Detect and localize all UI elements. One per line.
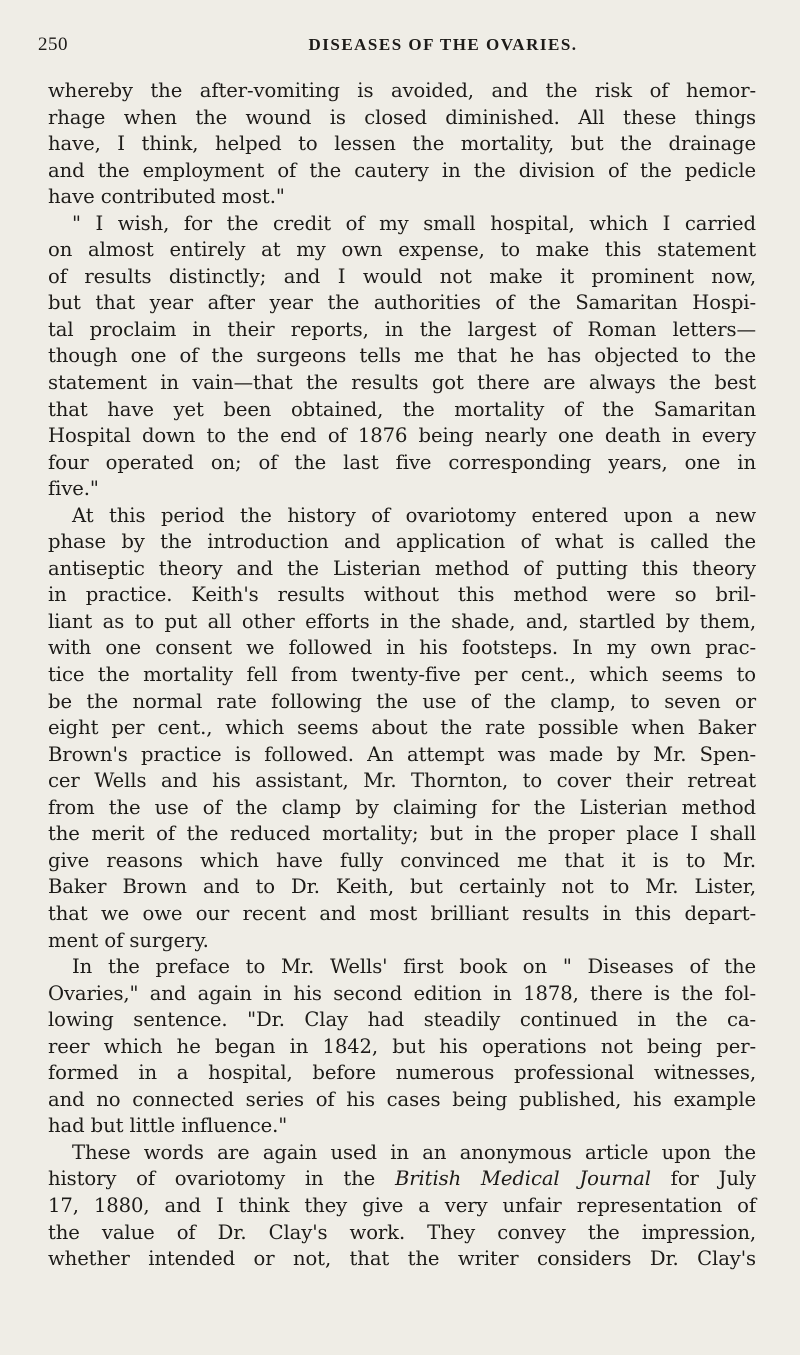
text-line: reer which he began in 1842, but his operations not being per- (48, 1034, 756, 1058)
text-line: four operated on; of the last five corresponding years, one in (48, 450, 756, 474)
text-line: though one of the surgeons tells me that he has objected to the (48, 344, 756, 368)
text-line: ment of surgery. (48, 928, 209, 952)
body-text (48, 78, 756, 1273)
text-line: In the preface to Mr. Wells' first book on " Diseases of the (72, 955, 756, 979)
text-line: Ovaries," and again in his second edition in 1878, there is the fol- (48, 981, 756, 1005)
text-line: that have yet been obtained, the mortality of the Samaritan (48, 397, 756, 421)
text-line: give reasons which have fully convinced me that it is to Mr. (48, 848, 756, 872)
text-line: of results distinctly; and I would not make it prominent now, (48, 264, 756, 288)
text-line: on almost entirely at my own expense, to make this statement (48, 238, 756, 262)
text-line: cer Wells and his assistant, Mr. Thornton, to cover their retreat (48, 769, 756, 793)
journal-title: British Medical Journal (394, 1167, 651, 1191)
text-line: in practice. Keith's results without this method were so bril- (48, 583, 756, 607)
page-number: 250 (38, 34, 68, 55)
text-line: " I wish, for the credit of my small hospital, which I carried (72, 211, 756, 235)
text-line: the value of Dr. Clay's work. They convey the impression, (48, 1220, 756, 1244)
text-line: antiseptic theory and the Listerian method of putting this theory (48, 556, 756, 580)
text-line: tal proclaim in their reports, in the largest of Roman letters— (48, 317, 756, 341)
running-head: DISEASES OF THE OVARIES. (308, 35, 578, 54)
text-line: five." (48, 477, 99, 501)
text-line: lowing sentence. "Dr. Clay had steadily continued in the ca- (48, 1008, 756, 1032)
text-line: and the employment of the cautery in the division of the pedicle (48, 158, 756, 182)
page-header (38, 28, 758, 58)
text-line: have, I think, helped to lessen the mortality, but the drainage (48, 132, 756, 156)
text-line: have contributed most." (48, 185, 285, 209)
text-line: had but little influence." (48, 1114, 288, 1138)
text-line: formed in a hospital, before numerous professional witnesses, (48, 1061, 756, 1085)
text-line: phase by the introduction and application of what is called the (48, 530, 756, 554)
text-line: Hospital down to the end of 1876 being nearly one death in every (48, 424, 756, 448)
text-line: statement in vain—that the results got there are always the best (48, 371, 756, 395)
text-line: the merit of the reduced mortality; but in the proper place I shall (48, 822, 756, 846)
text-line: with one consent we followed in his footsteps. In my own prac- (48, 636, 756, 660)
text-line: tice the mortality fell from twenty-five per cent., which seems to (48, 663, 756, 687)
text-line: whereby the after-vomiting is avoided, and the risk of hemor- (48, 79, 756, 102)
text-line: that we owe our recent and most brilliant results in this depart- (48, 901, 756, 925)
text-line: eight per cent., which seems about the rate possible when Baker (48, 716, 756, 740)
text-line: from the use of the clamp by claiming for the Listerian method (48, 795, 756, 819)
text-line: Brown's practice is followed. An attempt was made by Mr. Spen- (48, 742, 756, 766)
text-line: Baker Brown and to Dr. Keith, but certainly not to Mr. Lister, (48, 875, 756, 899)
text-line: 17, 1880, and I think they give a very unfair representation of (48, 1193, 756, 1217)
text-line: At this period the history of ovariotomy entered upon a new (72, 503, 756, 527)
text-line: be the normal rate following the use of the clamp, to seven or (48, 689, 756, 713)
text-line: whether intended or not, that the writer considers Dr. Clay's (48, 1247, 756, 1271)
text-line: and no connected series of his cases being published, his example (48, 1087, 756, 1111)
text-line: but that year after year the authorities of the Samaritan Hospi- (48, 291, 756, 315)
text-line: These words are again used in an anonymous article upon the (72, 1140, 756, 1164)
text-line: liant as to put all other efforts in the shade, and, startled by them, (48, 609, 756, 633)
text-line: history of ovariotomy in the British Medical Journal for July (48, 1167, 757, 1191)
text-line: rhage when the wound is closed diminished. All these things (48, 105, 756, 129)
